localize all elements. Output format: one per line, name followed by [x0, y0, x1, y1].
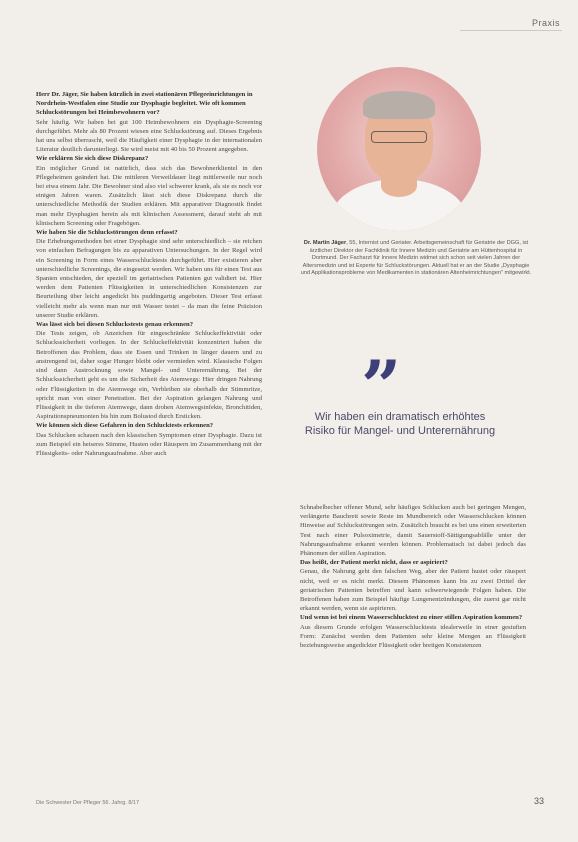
interview-answer: Sehr häufig. Wir haben bei gut 100 Heimbewohnern ein Dysphagie-Screening durchgeführt. Mehr als 80 Prozent wiesen eine Schluckstörung auf. Dieses Ergebnis hat uns selbst überrascht, weil die Häufigkeit einer Dysphagie in der internationalen Literatur deutlich darunterliegt. Sie wird meist mit 40 bis 50 Prozent angegeben.	[36, 118, 262, 154]
interview-answer: Die Erhebungsmethoden bei einer Dysphagie sind sehr unterschiedlich – sie reichen von einfachen Befragungen bis zu apparativen Untersuchungen. In der Regel wird ein Screening in Form eines Wasserschlucktests durchgeführt. Hier existieren aber unterschiedliche Screenings, die eingesetzt werden. Wir haben uns für einen Test aus Spanien entschieden, der speziell im geriatrischen Patienten gut validiert ist. Hier werden dem Patienten Flüssigkeiten in unterschiedlichen Konsistenzen zur Beurteilung über leicht angedickt bis puddingartig angeboten. Dieser Test erfasst vielleicht mehr als wenn man nur mit Wasser testet – da man die feine Präzision unserer Studie erklären.	[36, 238, 262, 319]
footer-publication: Die Schwester Der Pfleger 56. Jahrg. 8/17	[36, 800, 140, 806]
quote-mark-icon: ”	[361, 345, 402, 428]
interview-question: Was lässt sich bei diesen Schluckstests genau erkennen?	[36, 321, 193, 329]
portrait-caption	[300, 240, 532, 278]
right-column-text	[300, 503, 526, 650]
caption-text: , 55, Internist und Geriater. Arbeitsgemeinschaft für Geriatrie der DGG, ist ärztlicher Direktor der Fachklinik für Innere Medizin und Geriatrie am Hüttenhospital in Dortmund. Der Facharzt für Innere Medizin widmet sich schon seit vielen Jahren der Altersmedizin und ist Experte für Schluckstörungen. Aktuell hat er an der Studie „Dysphagie und Applikationsprobleme von Medikamenten in stationären Altenheimrichtungen" mitgewirkt.	[300, 240, 532, 277]
interview-answer: Genau, die Nahrung geht den falschen Weg, aber der Patient hustet oder räuspert nicht, weil er es nicht merkt. Diesem Phänomen kann bis zu zwei Drittel der geriatrischen Patienten betreffen und kann schwerwiegende Folgen haben. Die Betroffenen haben zum Beispiel häufige Lungenentzündungen, die zuerst gar nicht erkannt werden, wenn sie aspirieren.	[300, 568, 526, 613]
interview-answer: Das Schlucken schauen nach den klassischen Symptomen einer Dysphagie. Dazu ist zum Beispiel ein heiseres Stimme, Husten oder Räuspern im Zusammenhang mit der Flüssigkeits- oder Nahrungsaufnahme. Aber auch	[36, 431, 262, 457]
interview-question: Wie haben Sie die Schluckstörungen denn erfasst?	[36, 229, 178, 237]
portrait-photo-icon	[317, 67, 481, 231]
pull-quote: Wir haben ein dramatisch erhöhtes Risiko für Mangel- und Unterernährung	[304, 411, 496, 437]
caption-name: Dr. Martin Jäger	[303, 240, 347, 246]
interview-answer: Die Tests zeigen, ob Anzeichen für eingeschränkte Schluckeffektivität oder Schluckssicherheit vorliegen. In der Schluckeffektivität konzentriert haben die Betroffenen das Problem, dass sie Essen und Trinken in länger dauern und zu anstrengend ist, daher sogar Hunger bleibt oder vermieden wird. Klassische Folgen sind dann Austrocknung sowie Mangel- und Unterernährung. Bei der Schluckssicherheit geht es um die Sicherheit des Atemwegs: Hier dringen Nahrung oder Flüssigkeiten in die Atemwege ein, Verbleiben sie oberhalb der Stimmritze, spricht man von einer Penetration. Bei der Aspiration gelangen Nahrung und Flüssigkeit in die tieferen Atemwege, dann drohen Atemwegsinfekte, Bronchitiden, Aspirationspneumonien bis hin zum Bolustod durch Ersticken.	[36, 330, 262, 421]
interview-answer: Aus diesem Grunde erfolgen Wasserschlucktests idealerweile in einer gestuften Form: Zunächst werden dem Patienten sehr kleine Mengen an Flüssigkeit beziehungsweise angedickter Flüssigkeit oder breiigen Konsistenzen	[300, 623, 526, 650]
portrait-glasses	[371, 131, 427, 143]
header-divider	[460, 30, 562, 31]
portrait-hair	[363, 91, 435, 119]
interview-question: Wie erklären Sie sich diese Diskrepanz?	[36, 155, 149, 163]
left-column-text	[36, 90, 262, 458]
page-number: 33	[533, 796, 544, 806]
interview-answer: Ein möglicher Grund ist natürlich, dass sich das Bewohnerklientel in den Pflegeheimen geändert hat. Die mittleren Verweildauer liegt mittlerweile nur noch bei etwa einem Jahr. Die Bewohner sind also viel schwerer krank, als sie es noch vor einigen Jahren waren. Zusätzlich lässt sich diese Diskrepanz durch die unterschiedliche Methodik der Studien erklären. Mit apparativer Diagnostik findet man mehr Dysphagien herein als mit klinischen Assessment, darauf steht ab mit klinischem Screening oder Fragebögen.	[36, 164, 262, 227]
interview-question: Das heißt, der Patient merkt nicht, dass er aspiriert?	[300, 559, 448, 567]
interview-answer: Schnabelbecher offener Mund, sehr häufiges Schlucken auch bei geringen Mengen, verlängerte Bauchreit sowie Reste im Mundbereich oder Wasserschlucken können Hinweise auf Schluckstörungen sein. Zusätzlich braucht es bei uns einen erweiterten Test nach einer Pulsoximetrie, damit Sauerstoff-Sättigungsabfälle unter der Nahrungsaufnahme erkannt werden können. Problematisch ist dabei jedoch das Phänomen der stillen Aspiration.	[300, 504, 526, 558]
interview-question: Und wenn ist bei einem Wasserschlucktest zu einer stillen Aspiration kommen?	[300, 614, 523, 622]
section-label: Praxis	[531, 18, 560, 28]
interview-question: Wie können sich diese Gefahren in den Schlucktests erkennen?	[36, 422, 214, 430]
interview-question: Herr Dr. Jäger, Sie haben kürzlich in zwei stationären Pflegeeinrichtungen in Nordrhein-Westfalen eine Studie zur Dysphagie begleitet. Wie oft kommen Schluckstörungen bei Heimbewohnern vor?	[36, 91, 253, 117]
